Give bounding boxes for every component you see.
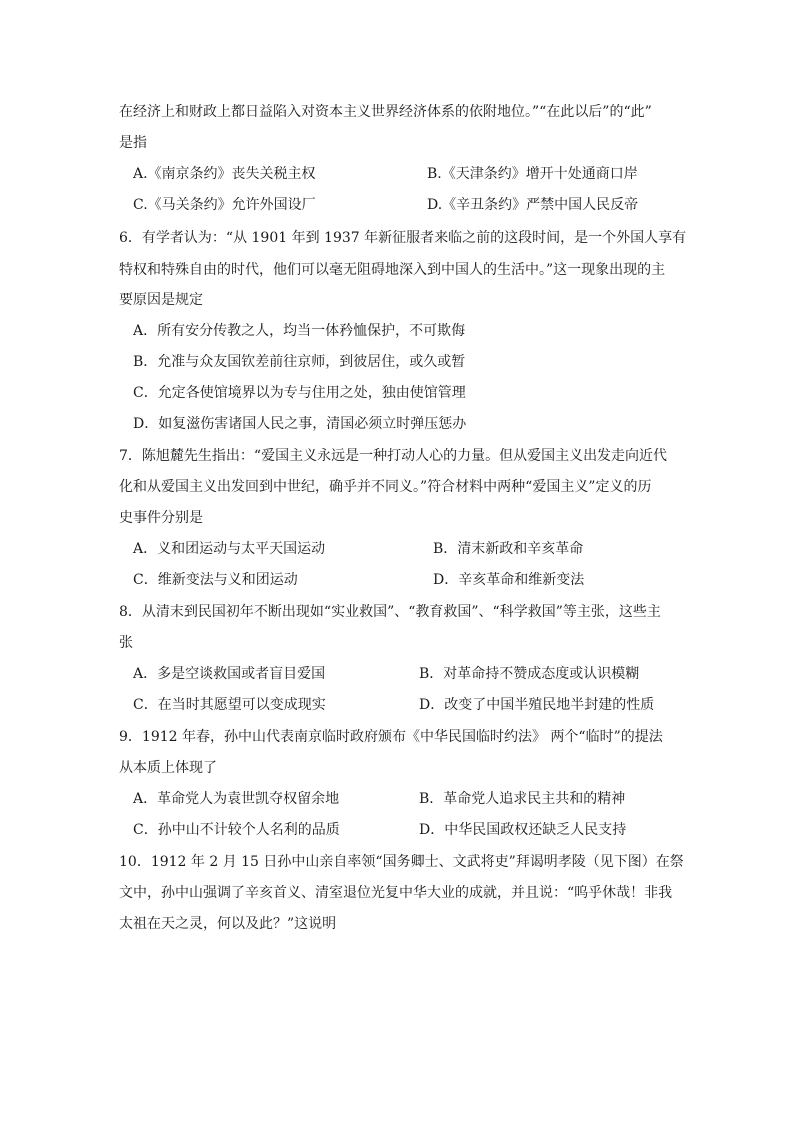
- q5-stem-line-2: 是指: [119, 135, 147, 151]
- q7-stem-line-2: 化和从爱国主义出发回到中世纪，确乎并不同义。”符合材料中两种“爱国主义”定义的历: [119, 479, 652, 495]
- q10-stem-line-1: 10．1912 年 2 月 15 日孙中山亲自率领“国务卿士、文武将吏”拜谒明孝陵（见下图）在祭: [119, 854, 684, 870]
- q6-option-b: B．允准与众友国钦差前往京师，到彼居住，或久或暂: [133, 354, 466, 370]
- q5-option-b: B.《天津条约》增开十处通商口岸: [427, 166, 638, 182]
- q5-option-c: C.《马关条约》允许外国设厂: [133, 197, 316, 213]
- q6-stem-line-3: 要原因是规定: [119, 292, 203, 308]
- q8-option-d: D．改变了中国半殖民地半封建的性质: [419, 697, 655, 713]
- q6-stem-line-2: 特权和特殊自由的时代，他们可以毫无阻碍地深入到中国人的生活中。”这一现象出现的主: [119, 262, 666, 278]
- q6-stem-line-1: 6．有学者认为：“从 1901 年到 1937 年新征服者来临之前的这段时间，是一个外国人享有: [119, 230, 687, 246]
- q5-option-a: A.《南京条约》丧失关税主权: [133, 166, 316, 182]
- q10-stem-line-2: 文中，孙中山强调了辛亥首义、清室退位光复中华大业的成就，并且说：“呜乎休哉！非我: [119, 885, 673, 901]
- q9-option-a: A．革命党人为袁世凯夺权留余地: [133, 791, 340, 807]
- q5-option-d: D.《辛丑条约》严禁中国人民反帝: [427, 197, 639, 213]
- q10-stem-line-3: 太祖在天之灵，何以及此？”这说明: [119, 916, 337, 932]
- q7-option-a: A．义和团运动与太平天国运动: [133, 541, 326, 557]
- q8-stem-line-2: 张: [119, 635, 133, 651]
- q9-stem-line-1: 9．1912 年春，孙中山代表南京临时政府颁布《中华民国临时约法》 两个“临时”的提法: [119, 729, 663, 745]
- q9-option-d: D．中华民国政权还缺乏人民支持: [419, 822, 627, 838]
- q9-option-b: B．革命党人追求民主共和的精神: [419, 791, 626, 807]
- q7-option-d: D．辛亥革命和维新变法: [433, 572, 585, 588]
- q8-option-b: B．对革命持不赞成态度或认识模糊: [419, 666, 640, 682]
- q7-stem-line-1: 7．陈旭麓先生指出：“爱国主义永远是一种打动人心的力量。但从爱国主义出发走向近代: [119, 448, 668, 464]
- q6-option-d: D．如复滋伤害诸国人民之事，清国必须立时弹压惩办: [133, 416, 467, 432]
- q6-option-c: C．允定各使馆境界以为专与住用之处，独由使馆管理: [133, 385, 466, 401]
- q8-option-c: C．在当时其愿望可以变成现实: [133, 697, 326, 713]
- q8-option-a: A．多是空谈救国或者盲目爱国: [133, 666, 326, 682]
- q5-stem-line-1: 在经济上和财政上都日益陷入对资本主义世界经济体系的依附地位。”“在此以后”的“此”: [119, 104, 652, 120]
- q6-option-a: A．所有安分传教之人，均当一体矜恤保护，不可欺侮: [133, 323, 466, 339]
- q8-stem-line-1: 8．从清末到民国初年不断出现如“实业救国”、“教育救国”、“科学救国”等主张，这些主: [119, 604, 661, 620]
- q9-option-c: C．孙中山不计较个人名利的品质: [133, 822, 340, 838]
- q7-option-c: C．维新变法与义和团运动: [133, 572, 298, 588]
- q9-stem-line-2: 从本质上体现了: [119, 760, 217, 776]
- q7-option-b: B．清末新政和辛亥革命: [433, 541, 584, 557]
- q7-stem-line-3: 史事件分别是: [119, 510, 203, 526]
